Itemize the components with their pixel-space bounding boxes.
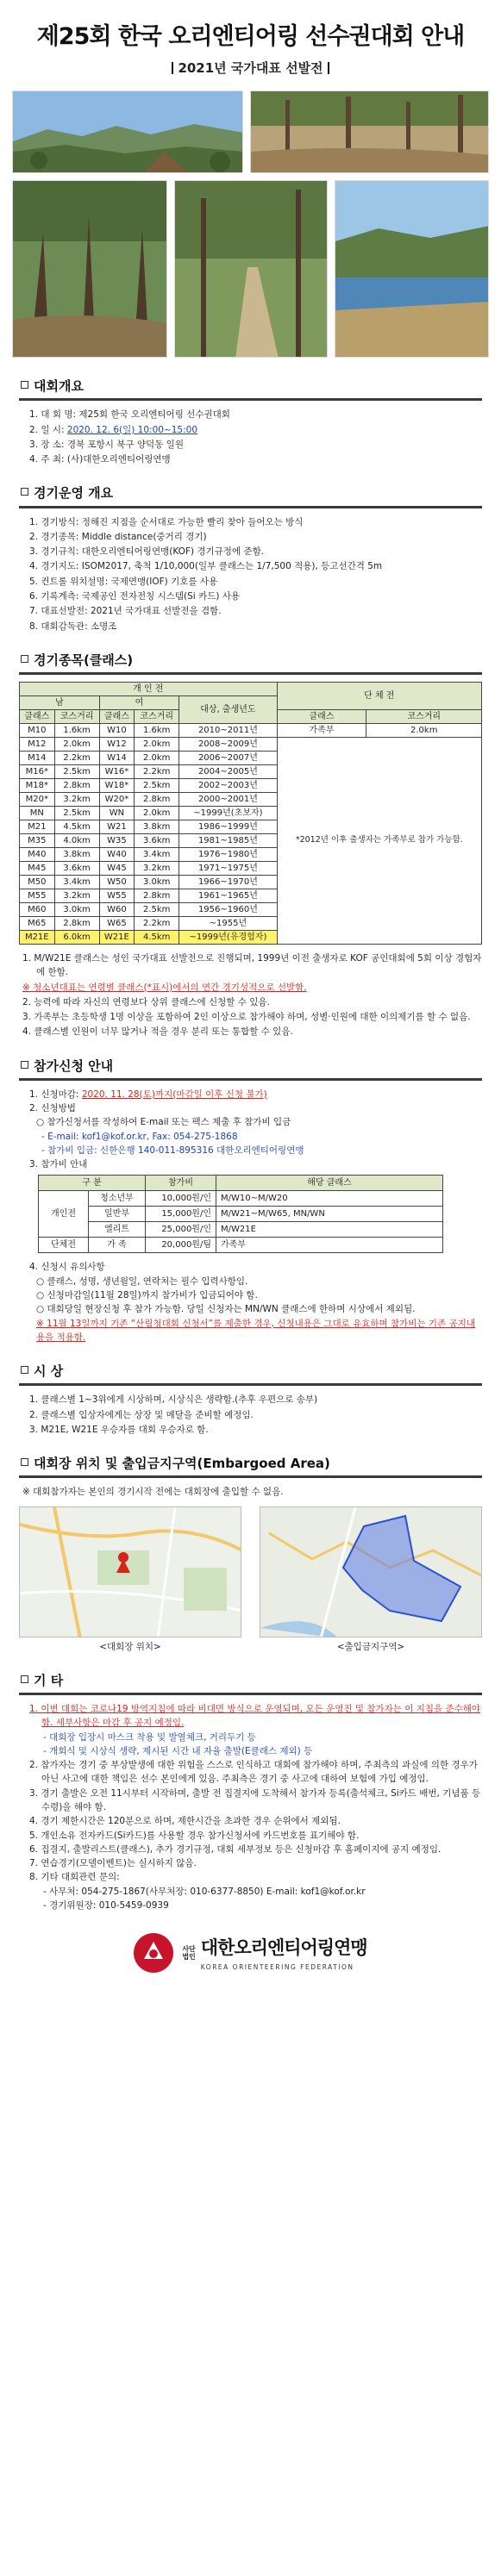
fee-label: 3. 참가비 안내: [29, 1159, 88, 1170]
overview-list: [19, 408, 482, 466]
class-notes: [19, 951, 482, 1039]
section-title: 참가신청 안내: [19, 1057, 482, 1081]
class-cell: 1986~1999년: [179, 820, 277, 834]
award-list: [19, 1393, 482, 1437]
class-cell: M10: [20, 724, 55, 738]
class-cell: M60: [20, 903, 55, 917]
class-cell: M35: [20, 834, 55, 848]
square-bullet-icon: [21, 1366, 28, 1374]
event-date: 2020. 12. 6(일) 10:00~15:00: [66, 424, 197, 435]
class-cell: 2.5km: [135, 779, 179, 793]
venue-map[interactable]: [19, 1506, 241, 1637]
class-cell: W18*: [99, 779, 135, 793]
class-cell: W45: [99, 862, 135, 876]
list-item: 3. M21E, W21E 우승자를 대회 우승자로 함.: [29, 1424, 209, 1435]
fee-row: 엘리트 25,000원/인 M/W21E: [39, 1222, 443, 1238]
etc-list: [19, 1702, 482, 1912]
class-cell: 3.0km: [135, 876, 179, 889]
class-cell: ~1999년(초보자): [179, 807, 277, 820]
class-cell: 2.0km: [54, 738, 99, 752]
fee-group-team: 단체전: [39, 1238, 89, 1253]
class-cell: 2.8km: [54, 779, 99, 793]
class-cell: 2.2km: [54, 752, 99, 765]
class-cell: 3.4km: [54, 876, 99, 889]
section-location: [19, 1454, 482, 1654]
section-classes: [19, 651, 482, 1039]
class-row: [20, 724, 482, 738]
class-cell: 3.0km: [54, 903, 99, 917]
note-youth: ※ 청소년대표는 연령별 클래스(*표시)에서의 연간 경기성적으로 선발함.: [22, 982, 307, 993]
class-cell: 3.6km: [135, 834, 179, 848]
class-cell: 2002~2003년: [179, 779, 277, 793]
forest-path-photo: [174, 180, 328, 358]
header-course: 코스거리: [135, 710, 179, 724]
class-cell: M45: [20, 862, 55, 876]
etc-item: 4. 경기 제한시간은 120분으로 하며, 제한시간을 초과한 경우 순위에서 제외됨.: [29, 1816, 341, 1827]
class-cell: 3.8km: [135, 820, 179, 834]
square-bullet-icon: [21, 1675, 28, 1683]
fee-row: 일반부 15,000원/인 M/W21~M/W65, MN/WN: [39, 1207, 443, 1222]
class-cell: W14: [99, 752, 135, 765]
class-cell: 1.6km: [135, 724, 179, 738]
square-bullet-icon: [21, 1061, 28, 1069]
page-subtitle: [0, 59, 501, 78]
list-item: 7. 대표선발전: 2021년 국가대표 선발전을 겸함.: [29, 606, 222, 617]
etc-item: 2. 참가자는 경기 중 부상발생에 대한 위험을 스스로 인식하고 대회에 참가해야 하며, 주최측의 과실에 의한 경우가 아닌 사고에 대한 책임은 선수 본인에게 있음. 주최측은 경기 중 사고에 대하여 보험에 가입 예정임.: [29, 1760, 478, 1785]
class-row: [20, 738, 482, 752]
class-cell: 2.5km: [135, 903, 179, 917]
square-bullet-icon: [21, 381, 28, 389]
reservoir-photo: [335, 180, 489, 358]
header-team: 단 체 전: [277, 683, 481, 710]
etc-subitem: - 대회장 입장시 마스크 착용 및 발열체크, 거리두기 등: [43, 1731, 256, 1743]
etc-item: 5. 개인소유 전자카드(Si카드)를 사용할 경우 참가신청서에 카드번호를 표기해야 함.: [29, 1830, 360, 1841]
deadline-line: 1. 신청마감: 2020. 11. 28(토)까지(마감일 이후 신청 불가): [29, 1088, 267, 1100]
header-women: 여: [99, 696, 179, 710]
class-cell: M21E: [20, 931, 55, 945]
list-item: 4. 주 최: (사)대한오리엔티어링연맹: [29, 454, 171, 465]
class-rows: [20, 724, 482, 945]
fee-group-individual: 개인전: [39, 1191, 89, 1238]
section-title: 대회장 위치 및 출입금지구역(Embargoed Area): [19, 1454, 482, 1478]
page-title: 제25회 한국 오리엔티어링 선수권대회 안내: [36, 23, 465, 50]
class-cell: 3.8km: [54, 848, 99, 862]
caution-label: 4. 신청시 유의사항: [29, 1262, 105, 1273]
class-cell: 3.2km: [135, 862, 179, 876]
location-note: ※ 대회참가자는 본인의 경기시작 전에는 대회장에 출입할 수 없음.: [22, 1487, 284, 1498]
section-registration: [19, 1057, 482, 1344]
class-cell: M18*: [20, 779, 55, 793]
section-etc: [19, 1671, 482, 1912]
class-cell: 2008~2009년: [179, 738, 277, 752]
email-fax-line[interactable]: - E-mail: kof1@kof.or.kr, Fax: 054-275-1868: [41, 1131, 238, 1142]
section-award: [19, 1362, 482, 1437]
contact-line: - 사무처: 054-275-1867(사무처장: 010-6377-8850) E-mail: kof1@kof.or.kr: [43, 1886, 366, 1897]
list-item: 6. 기록계측: 국제공인 전자전칭 시스템(Si 카드) 사용: [29, 590, 241, 602]
list-item: 1. 대 회 명: 제25회 한국 오리엔티어링 선수권대회: [29, 409, 230, 421]
class-cell: M65: [20, 917, 55, 931]
header: [0, 0, 501, 85]
class-cell: 2.5km: [54, 807, 99, 820]
section-title: 경기종목(클래스): [19, 651, 482, 675]
square-bullet-icon: [21, 1458, 28, 1466]
class-cell: 2.8km: [135, 793, 179, 807]
etc-item-covid: 1. 이번 대회는 코로나19 방역지침에 따라 비대면 방식으로 운영되며, 모든 운영진 및 참가자는 이 지침을 준수해야 함. 세부사항은 마감 후 공지 예정임.: [29, 1704, 481, 1729]
section-title: 경기운영 개요: [19, 483, 482, 508]
caution-item: ○ 대회당일 현장신청 후 참가 가능함. 당일 신청자는 MN/WN 클래스에 한하며 시상에서 제외됨.: [36, 1304, 416, 1315]
etc-item: 8. 기타 대회관련 문의:: [29, 1872, 120, 1883]
class-cell: 2010~2011년: [179, 724, 277, 738]
account-line: - 참가비 입금: 신한은행 140-011-895316 대한오리엔티어링연맹: [41, 1145, 304, 1156]
deadline-value: 2020. 11. 28(토)까지(마감일 이후 신청 불가): [81, 1088, 267, 1100]
list-item: 3. 경기규칙: 대한오리엔티어링연맹(KOF) 경기규정에 준함.: [29, 546, 265, 558]
section-operation: [19, 483, 482, 633]
operation-list: [19, 515, 482, 633]
header-men: 남: [20, 696, 100, 710]
contact-line: - 경기위원장: 010-5459-0939: [43, 1899, 169, 1911]
class-cell: 1961~1965년: [179, 889, 277, 903]
embargo-map-caption: <출입금지구역>: [336, 1641, 405, 1652]
class-cell: W10: [99, 724, 135, 738]
class-cell: WN: [99, 807, 135, 820]
list-item: 5. 컨트롤 위치설명: 국제연맹(IOF) 기호를 사용: [29, 576, 218, 587]
class-cell: W50: [99, 876, 135, 889]
caution-warning: ※ 11월 13일까지 기존 “산림청대회 신청서”를 제출한 경우, 신청내용은 그대로 유효하며 참가비는 기존 공지내용을 적용함.: [36, 1318, 475, 1343]
subtitle-bracket-right: [328, 62, 329, 74]
etc-item: 7. 연습경기(모델이벤트)는 실시하지 않음.: [29, 1858, 197, 1869]
class-cell: W16*: [99, 765, 135, 779]
team-note: *2012년 이후 출생자는 가족부로 참가 가능함.: [277, 738, 481, 945]
class-cell: 2006~2007년: [179, 752, 277, 765]
section-title: 대회개요: [19, 377, 482, 401]
class-cell: 2.0km: [135, 752, 179, 765]
class-cell: M16*: [20, 765, 55, 779]
class-cell: W21E: [99, 931, 135, 945]
class-cell: 2.8km: [135, 889, 179, 903]
class-cell: 3.4km: [135, 848, 179, 862]
subtitle-text: 2021년 국가대표 선발전: [178, 59, 323, 76]
fee-header-fee: 참가비: [146, 1176, 216, 1191]
class-cell: W60: [99, 903, 135, 917]
photo-collage: [12, 90, 489, 359]
class-cell: 2.5km: [54, 765, 99, 779]
subtitle-bracket-left: [172, 62, 173, 74]
embargo-map-block: [260, 1506, 482, 1654]
venue-map-block: [19, 1506, 241, 1654]
square-bullet-icon: [21, 655, 28, 663]
fee-table: [38, 1175, 443, 1253]
header-target: 대상, 출생년도: [179, 696, 277, 724]
header-class: 클래스: [99, 710, 135, 724]
footer-logo: [0, 1933, 501, 1990]
embargo-map[interactable]: [260, 1506, 482, 1637]
class-cell: 2.0km: [135, 807, 179, 820]
class-cell: 6.0km: [54, 931, 99, 945]
class-cell: 2000~2001년: [179, 793, 277, 807]
note-1: 1. M/W21E 클래스는 성인 국가대표 선발전으로 진행되며, 1999년 이전 출생자로 KOF 공인대회에 5회 이상 경험자에 한함.: [22, 953, 482, 978]
header-course: 코스거리: [366, 710, 482, 724]
class-cell: 1971~1975년: [179, 862, 277, 876]
class-cell: 2.2km: [135, 917, 179, 931]
caution-item: ○ 신청마감일(11월 28일)까지 참가비가 입금되어야 함.: [36, 1290, 258, 1300]
list-item: 2. 일 시: 2020. 12. 6(일) 10:00~15:00: [29, 424, 197, 435]
note-4: 4. 클래스별 인원이 너무 많거나 적을 경우 분리 또는 통합할 수 있음.: [22, 1026, 293, 1038]
class-cell: W21: [99, 820, 135, 834]
org-name: 대한오리엔티어링연맹: [200, 1937, 367, 1958]
fee-header-classes: 해당 클래스: [216, 1176, 443, 1191]
class-cell: M12: [20, 738, 55, 752]
list-item: 3. 장 소: 경북 포항시 북구 양덕동 일원: [29, 439, 184, 450]
class-cell: 3.6km: [54, 862, 99, 876]
header-class: 클래스: [20, 710, 55, 724]
etc-subitem: - 개회식 및 시상식 생략, 제시된 시간 내 자율 출발(E클래스 제외) 등: [43, 1745, 313, 1756]
class-cell: W12: [99, 738, 135, 752]
section-overview: [19, 377, 482, 466]
list-item: 8. 대회감독관: 소명조: [29, 621, 117, 632]
list-item: 1. 클래스별 1~3위에게 시상하며, 시상식은 생략함.(추후 우편으로 송부): [29, 1394, 318, 1406]
team-course: 2.0km: [366, 724, 482, 738]
header-individual: 개 인 전: [20, 683, 278, 696]
class-cell: 1.6km: [54, 724, 99, 738]
class-cell: 1981~1985년: [179, 834, 277, 848]
class-cell: 2.8km: [54, 917, 99, 931]
header-class: 클래스: [277, 710, 366, 724]
pine-forest-photo: [12, 180, 167, 358]
section-title: 시 상: [19, 1362, 482, 1386]
class-table: [19, 682, 482, 945]
class-cell: M40: [20, 848, 55, 862]
class-cell: M55: [20, 889, 55, 903]
class-cell: 4.5km: [135, 931, 179, 945]
etc-item: 3. 경기 출발은 오전 11시부터 시작하며, 출발 전 집결지에 도착해서 참가자 등록(출석체크, Si카드 배번, 기념품 등 수령)을 해야 함.: [29, 1787, 481, 1812]
venue-map-caption: <대회장 위치>: [99, 1641, 161, 1652]
class-cell: W55: [99, 889, 135, 903]
team-class: 가족부: [277, 724, 366, 738]
class-cell: 2.0km: [135, 738, 179, 752]
class-cell: M14: [20, 752, 55, 765]
method-text: ○ 참가신청서를 작성하여 E-mail 또는 팩스 제출 후 참가비 입금: [36, 1117, 291, 1128]
class-cell: W65: [99, 917, 135, 931]
square-bullet-icon: [21, 488, 28, 496]
class-cell: W40: [99, 848, 135, 862]
maps-row: [19, 1506, 482, 1654]
fee-row: 단체전 가 족 20,000원/팀 가족부: [39, 1238, 443, 1253]
section-title: 기 타: [19, 1671, 482, 1695]
list-item: 1. 경기방식: 정해진 지점을 순서대로 가능한 빨리 찾아 들어오는 방식: [29, 516, 304, 527]
class-cell: 3.2km: [54, 889, 99, 903]
class-cell: W20*: [99, 793, 135, 807]
class-cell: 2.2km: [135, 765, 179, 779]
header-course: 코스거리: [54, 710, 99, 724]
class-cell: MN: [20, 807, 55, 820]
class-cell: 1966~1970년: [179, 876, 277, 889]
class-cell: W35: [99, 834, 135, 848]
note-2: 2. 능력에 따라 자신의 연령보다 상위 클래스에 신청할 수 있음.: [22, 996, 270, 1007]
class-cell: M20*: [20, 793, 55, 807]
class-cell: 1956~1960년: [179, 903, 277, 917]
class-cell: 2004~2005년: [179, 765, 277, 779]
class-cell: ~1999년(유경험자): [179, 931, 277, 945]
class-cell: ~1955년: [179, 917, 277, 931]
list-item: 2. 경기종목: Middle distance(중거리 경기): [29, 531, 207, 542]
method-label: 2. 신청방법: [29, 1103, 76, 1114]
federation-logo-icon: [134, 1933, 173, 1973]
class-cell: 1976~1980년: [179, 848, 277, 862]
caution-block: [19, 1260, 482, 1344]
etc-item: 6. 집결지, 출발리스트(클래스), 추가 경기규정, 대회 세부정보 등은 신청마감 후 홈페이지에 공지 예정임.: [29, 1843, 442, 1855]
class-cell: M50: [20, 876, 55, 889]
class-cell: 4.0km: [54, 834, 99, 848]
note-3: 3. 가족부는 초등학생 1명 이상을 포함하여 2인 이상으로 참가해야 하며, 성별·인원에 대한 이의제기를 할 수 없음.: [22, 1012, 471, 1023]
list-item: 4. 경기지도: ISOM2017, 축척 1/10,000(일부 클래스는 1/7,500 적용), 등고선간격 5m: [29, 561, 383, 572]
fee-row: 개인전 청소년부 10,000원/인 M/W10~M/W20: [39, 1191, 443, 1207]
class-cell: M21: [20, 820, 55, 834]
class-cell: 4.5km: [54, 820, 99, 834]
org-name-en: KOREA ORIENTEERING FEDERATION: [200, 1963, 354, 1972]
fee-header-type: 구 분: [39, 1176, 146, 1191]
mountain-photo: [12, 90, 243, 173]
registration-body: [19, 1088, 482, 1172]
list-item: 2. 클래스별 입상자에게는 상장 및 메달을 준비할 예정임.: [29, 1409, 254, 1420]
forest-photo: [250, 90, 489, 173]
class-cell: 3.2km: [54, 793, 99, 807]
logo-prefix: 사단 법인: [182, 1944, 196, 1962]
caution-item: ○ 클래스, 성명, 생년월일, 연락처는 필수 입력사항임.: [36, 1276, 248, 1287]
